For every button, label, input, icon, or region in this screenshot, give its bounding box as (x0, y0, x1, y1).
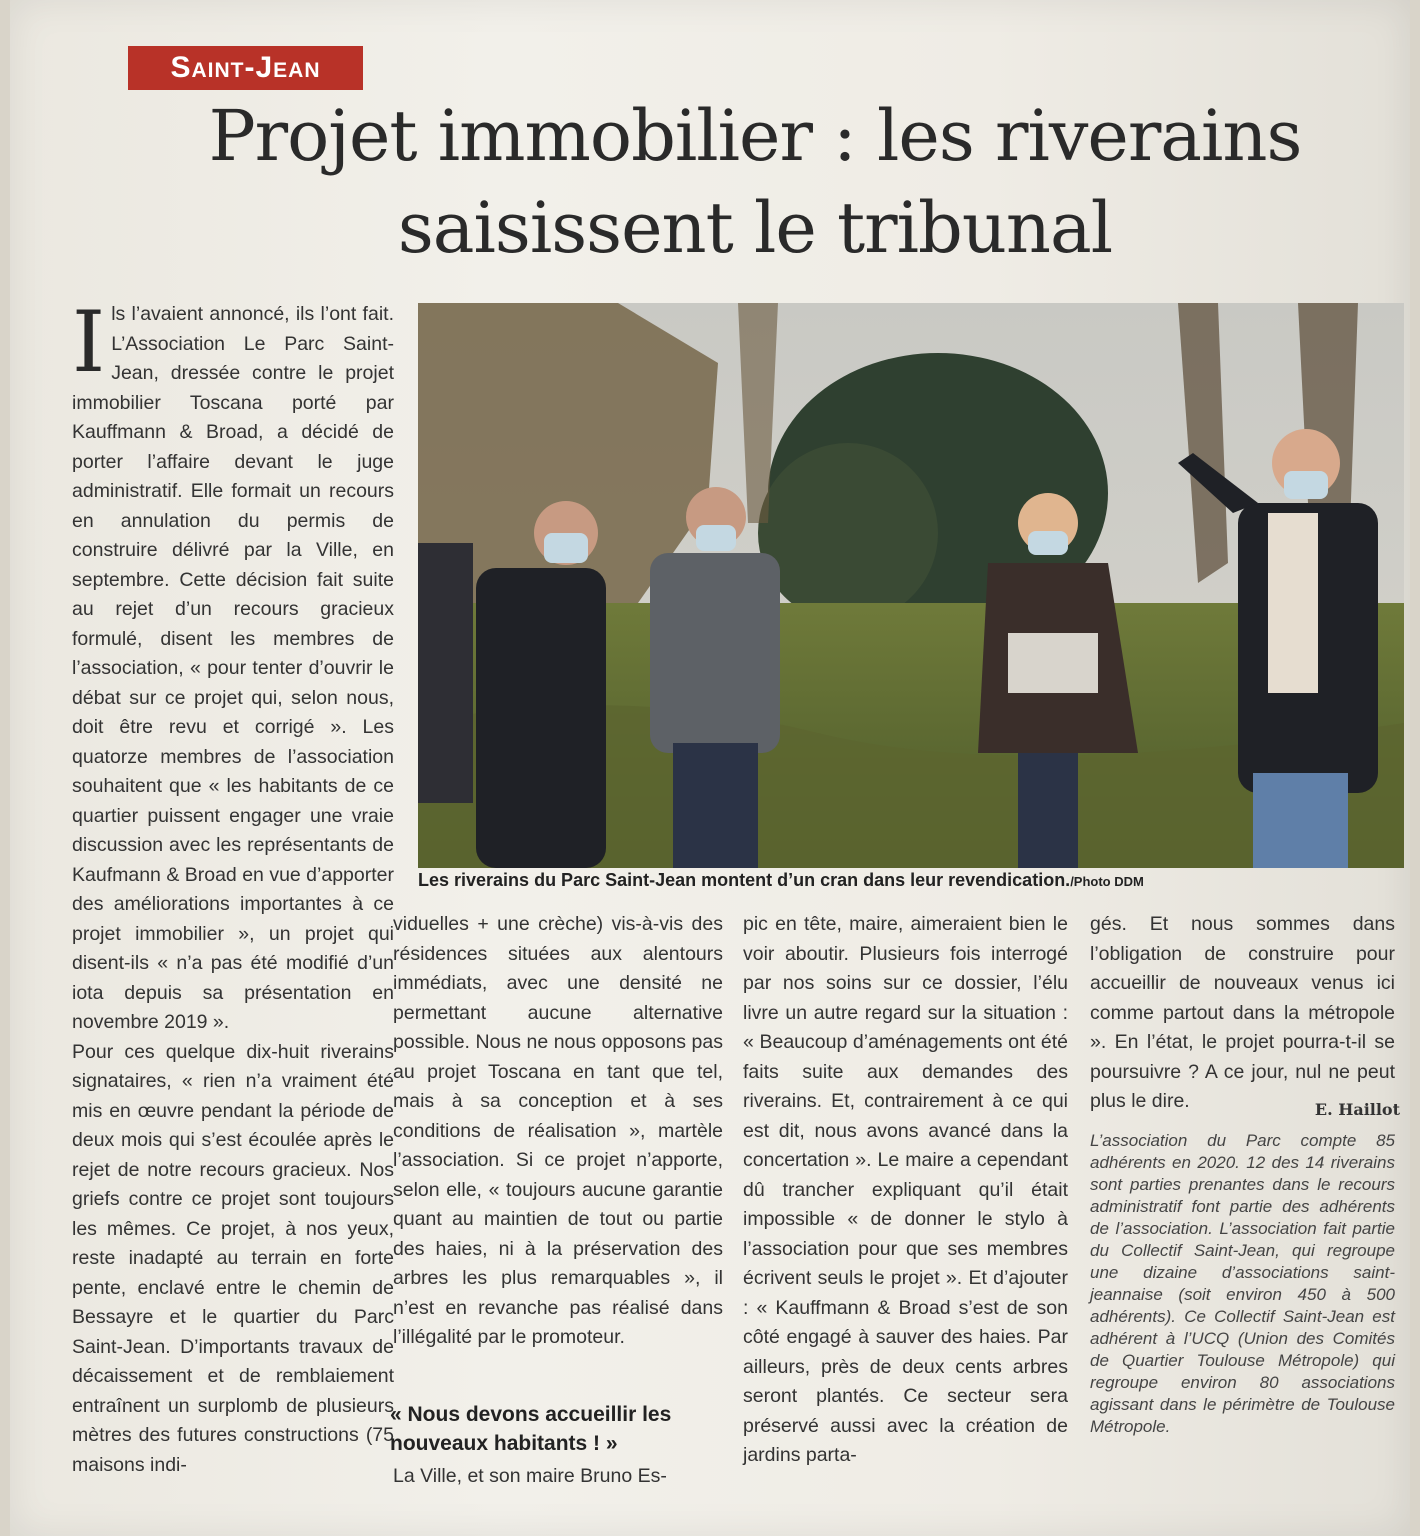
photo-caption (418, 870, 1318, 891)
article-column-1 (72, 293, 394, 1480)
headline (110, 90, 1400, 274)
section-rubric: Saint-Jean (128, 46, 363, 90)
photo-riverains (418, 303, 1404, 868)
article-column-4 (1090, 910, 1395, 1117)
article-column-2b (393, 1462, 723, 1492)
article-paragraph-1: ls l’avaient annoncé, ils l’ont fait. L’Association Le Parc Saint-Jean, dressée contre le projet immobilier Toscana porté par Kauffmann & Broad, a décidé de porter l’affaire devant le juge administratif. Elle formait un recours en annulation du permis de construire délivré par la Ville, en septembre. Cette décision fait suite au rejet d’un recours gracieux formulé, disent les membres de l’association, « pour tenter d’ouvrir le débat sur ce projet qui, selon nous, doit être revu et corrigé ». Les quatorze membres de l’association souhaitent que « les habitants de ce quartier puissent engager une vraie discussion avec les représentants de Kaufmann & Broad en vue d’apporter des améliorations importantes à ce projet immobilier », un projet qui disent-ils « n’a pas été modifié d’un iota depuis sa présentation en novembre 2019 ». (72, 303, 394, 1033)
info-box: L’association du Parc compte 85 adhérents en 2020. 12 des 14 riverains sont parties prenantes dans le recours administratif font partie des adhérents de l’association. L’association fait partie du Collectif Saint-Jean, qui regroupe une dizaine d’associations saint-jeannaise (soit environ 450 à 500 adhérents). Ce Collectif Saint-Jean est adhérent à l’UCQ (Union des Comités de Quartier Toulouse Métropole) qui regroupe environ 80 associations agissant dans le périmètre de Toulouse Métropole. (1090, 1131, 1395, 1436)
drop-cap: I (72, 293, 106, 391)
caption-text: Les riverains du Parc Saint-Jean montent d’un cran dans leur revendication. (418, 870, 1071, 890)
newspaper-page (10, 0, 1410, 1536)
headline-line-1: Projet immobilier : les riverains (208, 95, 1302, 177)
article-paragraph-4: La Ville, et son maire Bruno Es- (393, 1465, 667, 1487)
headline-line-2: saisissent le tribunal (397, 187, 1113, 269)
author-signature: E. Haillot (1314, 1100, 1400, 1119)
article-paragraph-3: viduelles + une crèche) vis-à-vis des résidences situées aux alentours immédiats, avec une densité ne permettant aucune alternative possible. Nous ne nous opposons pas au projet Toscana en tant que tel, mais à sa conception et à ses conditions de réalisation », martèle l’association. Si ce projet n’apporte, selon elle, « toujours aucune garantie quant au maintien de tout ou partie des haies, ni à la préservation des arbres les plus remarquables », il n’est en revanche pas réalisé dans l’illégalité par le promoteur. (393, 913, 723, 1348)
article-column-2 (393, 910, 723, 1353)
article-paragraph-5: pic en tête, maire, aimeraient bien le voir aboutir. Plusieurs fois interrogé par nos soins sur ce dossier, l’élu livre un autre regard sur la situation : « Beaucoup d’aménagements ont été faits suite aux demandes des riverains. Et, contrairement à ce qui est dit, nous avons avancé dans la concertation ». Le maire a cependant dû trancher expliquant qu’il était impossible « de donner le stylo à l’association pour que ses membres écrivent seuls le projet ». Et d’ajouter : « Kauffmann & Broad s’est de son côté engagé à sauver des haies. Par ailleurs, près de deux cents arbres seront plantés. Ce secteur sera préservé aussi avec la création de jardins parta- (743, 913, 1068, 1466)
article-subhead: « Nous devons accueillir les nouveaux habitants ! » (390, 1403, 672, 1455)
photo-credit: /Photo DDM (1070, 874, 1144, 889)
article-column-3 (743, 910, 1068, 1471)
article-photo (418, 303, 1404, 868)
article-paragraph-6: gés. Et nous sommes dans l’obligation de construire pour accueillir de nouveaux venus ici comme partout dans la métropole ». En l’état, le projet pourra-t-il se poursuivre ? A ce jour, nul ne peut plus le dire. (1090, 913, 1395, 1112)
article-paragraph-2: Pour ces quelque dix-huit riverains signataires, « rien n’a vraiment été mis en œuvre pendant la période de deux mois qui s’est écoulée après le rejet de notre recours gracieux. Nos griefs contre ce projet sont toujours les mêmes. Ce projet, à nos yeux, reste inadapté au terrain en forte pente, enclavé entre le chemin de Bessayre et le quartier du Parc Saint-Jean. D’importants travaux de décaissement et de remblaiement entraînent un surplomb de plusieurs mètres des futures constructions (75 maisons indi- (72, 1040, 394, 1476)
person-1 (418, 543, 473, 803)
